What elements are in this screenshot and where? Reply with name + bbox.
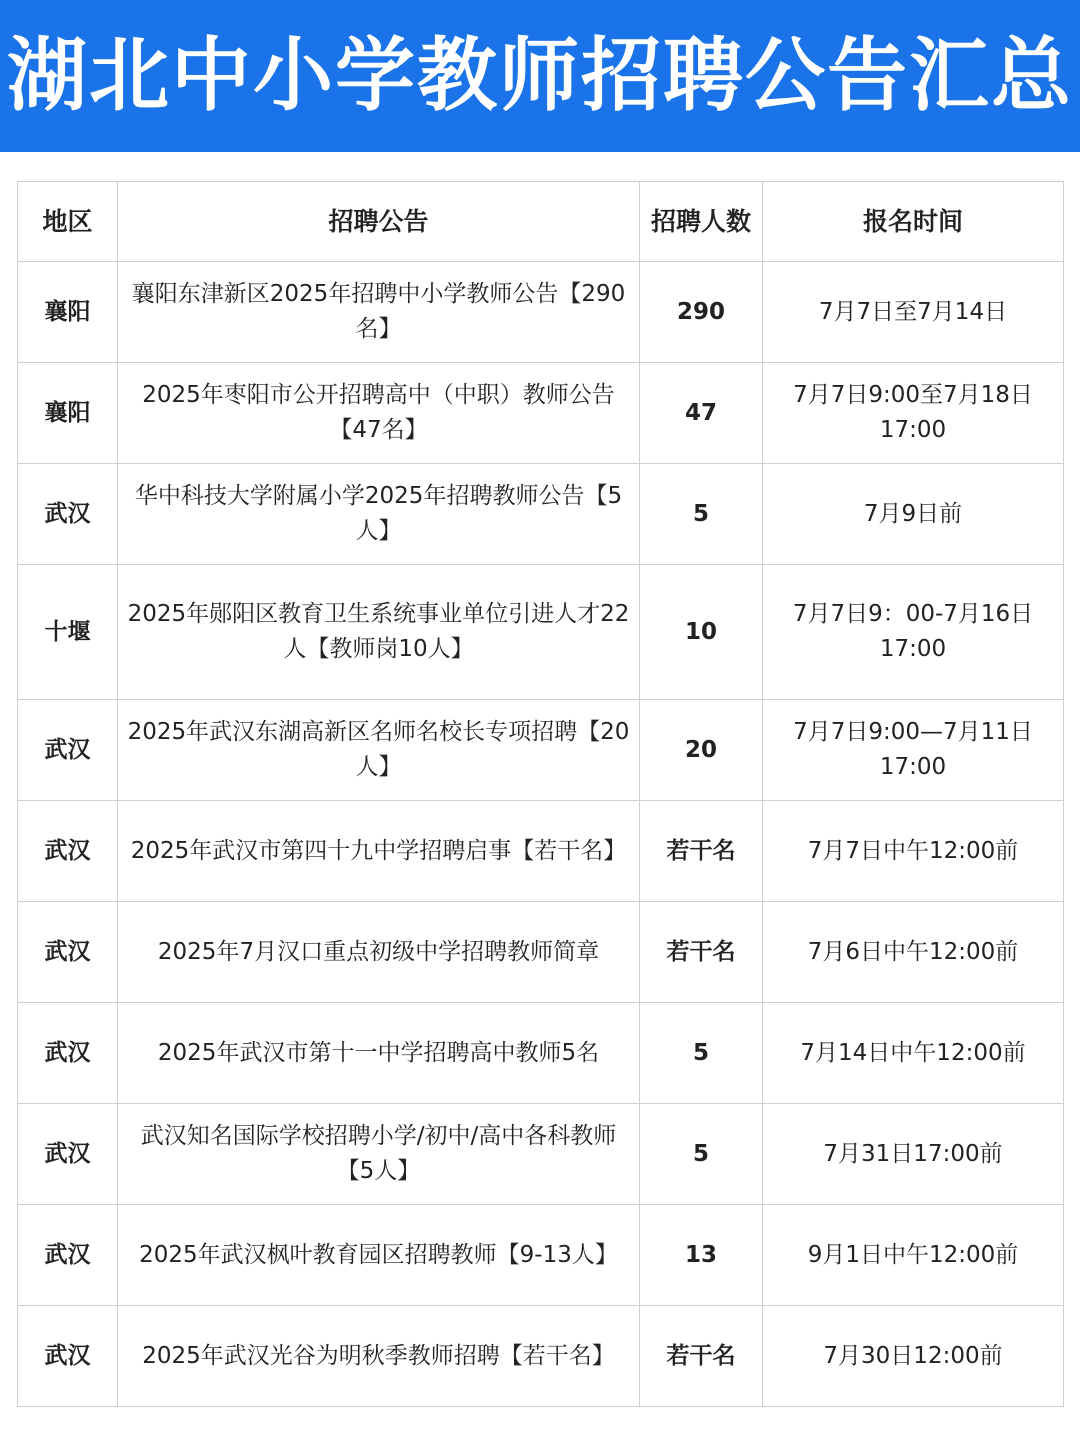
cell-notice: 2025年武汉东湖高新区名师名校长专项招聘【20人】 — [118, 700, 640, 801]
table-row — [18, 1205, 1064, 1306]
cell-count: 5 — [640, 464, 763, 565]
cell-notice: 襄阳东津新区2025年招聘中小学教师公告【290名】 — [118, 262, 640, 363]
cell-count: 5 — [640, 1104, 763, 1205]
cell-count: 47 — [640, 363, 763, 464]
table-row — [18, 902, 1064, 1003]
table-row — [18, 262, 1064, 363]
page-title: 湖北中小学教师招聘公告汇总 — [7, 29, 1073, 122]
header-region: 地区 — [18, 182, 118, 262]
table-row — [18, 464, 1064, 565]
cell-count: 13 — [640, 1205, 763, 1306]
table-row — [18, 700, 1064, 801]
cell-count: 若干名 — [640, 902, 763, 1003]
cell-time: 9月1日中午12:00前 — [763, 1205, 1064, 1306]
cell-time: 7月7日9：00-7月16日17:00 — [763, 565, 1064, 700]
cell-count: 若干名 — [640, 1306, 763, 1407]
cell-region: 襄阳 — [18, 262, 118, 363]
cell-time: 7月7日9:00—7月11日17:00 — [763, 700, 1064, 801]
cell-time: 7月7日9:00至7月18日17:00 — [763, 363, 1064, 464]
cell-region: 武汉 — [18, 1306, 118, 1407]
table-row — [18, 363, 1064, 464]
cell-region: 武汉 — [18, 902, 118, 1003]
cell-region: 武汉 — [18, 1205, 118, 1306]
table-row — [18, 1306, 1064, 1407]
table-row — [18, 565, 1064, 700]
cell-region: 襄阳 — [18, 363, 118, 464]
cell-notice: 2025年武汉光谷为明秋季教师招聘【若干名】 — [118, 1306, 640, 1407]
cell-time: 7月14日中午12:00前 — [763, 1003, 1064, 1104]
cell-time: 7月9日前 — [763, 464, 1064, 565]
cell-notice: 2025年枣阳市公开招聘高中（中职）教师公告【47名】 — [118, 363, 640, 464]
cell-time: 7月7日至7月14日 — [763, 262, 1064, 363]
table-row — [18, 801, 1064, 902]
cell-notice: 2025年郧阳区教育卫生系统事业单位引进人才22人【教师岗10人】 — [118, 565, 640, 700]
cell-count: 290 — [640, 262, 763, 363]
cell-count: 20 — [640, 700, 763, 801]
cell-count: 若干名 — [640, 801, 763, 902]
cell-notice: 2025年武汉市第四十九中学招聘启事【若干名】 — [118, 801, 640, 902]
cell-region: 武汉 — [18, 464, 118, 565]
cell-time: 7月6日中午12:00前 — [763, 902, 1064, 1003]
cell-time: 7月31日17:00前 — [763, 1104, 1064, 1205]
cell-region: 武汉 — [18, 700, 118, 801]
cell-notice: 2025年武汉枫叶教育园区招聘教师【9-13人】 — [118, 1205, 640, 1306]
header-time: 报名时间 — [763, 182, 1064, 262]
cell-region: 武汉 — [18, 801, 118, 902]
cell-count: 5 — [640, 1003, 763, 1104]
cell-notice: 2025年7月汉口重点初级中学招聘教师简章 — [118, 902, 640, 1003]
table-header-row — [18, 182, 1064, 262]
cell-region: 十堰 — [18, 565, 118, 700]
cell-region: 武汉 — [18, 1104, 118, 1205]
header-count: 招聘人数 — [640, 182, 763, 262]
recruitment-table — [17, 181, 1064, 1407]
cell-count: 10 — [640, 565, 763, 700]
table-row — [18, 1104, 1064, 1205]
cell-notice: 武汉知名国际学校招聘小学/初中/高中各科教师【5人】 — [118, 1104, 640, 1205]
cell-region: 武汉 — [18, 1003, 118, 1104]
cell-time: 7月7日中午12:00前 — [763, 801, 1064, 902]
title-banner — [0, 0, 1080, 152]
cell-notice: 华中科技大学附属小学2025年招聘教师公告【5人】 — [118, 464, 640, 565]
table-row — [18, 1003, 1064, 1104]
header-notice: 招聘公告 — [118, 182, 640, 262]
cell-notice: 2025年武汉市第十一中学招聘高中教师5名 — [118, 1003, 640, 1104]
cell-time: 7月30日12:00前 — [763, 1306, 1064, 1407]
